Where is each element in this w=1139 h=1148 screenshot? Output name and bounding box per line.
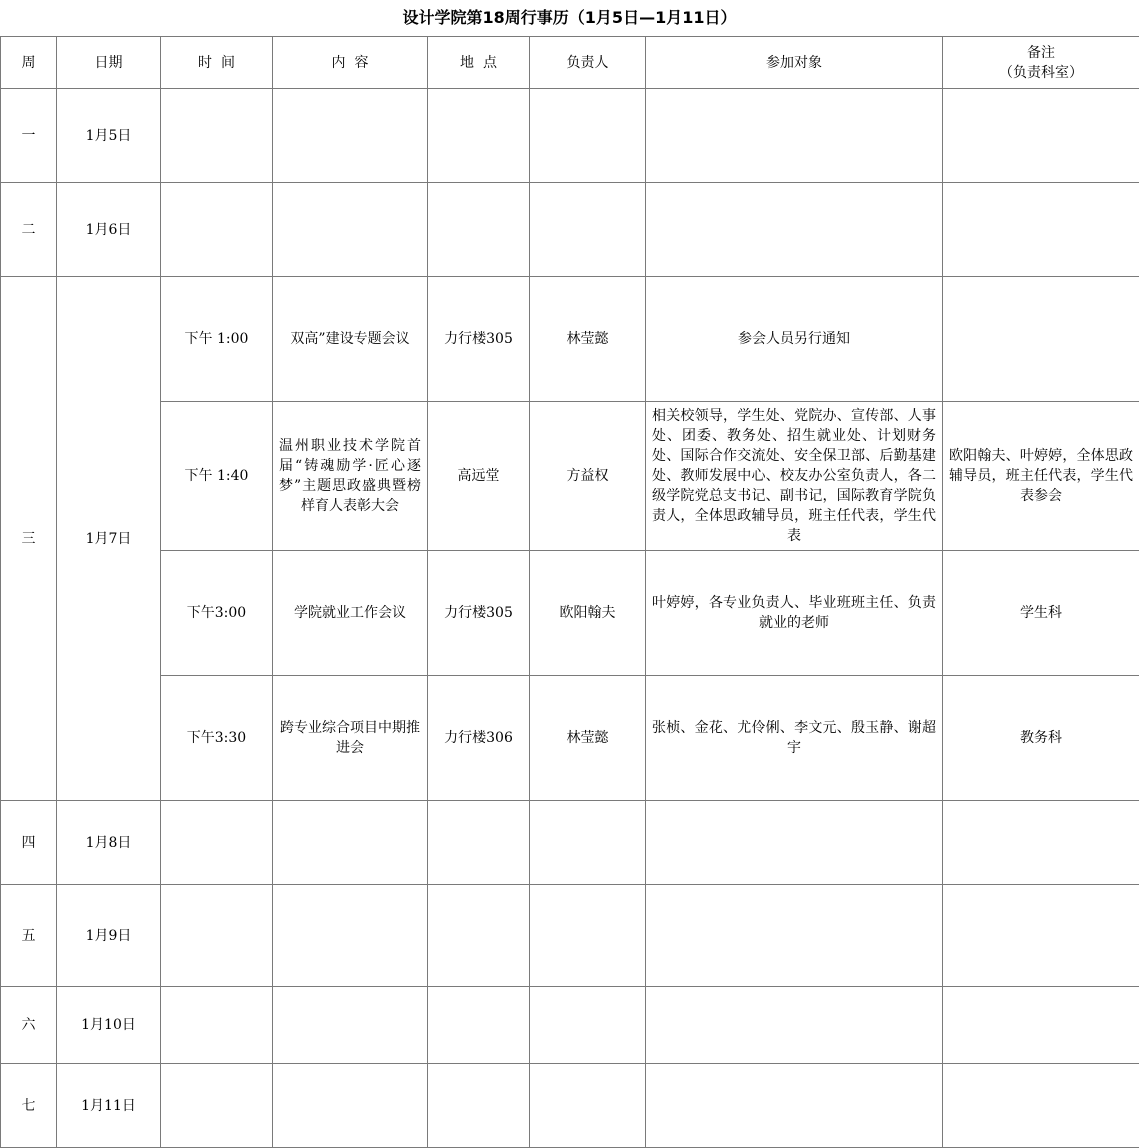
header-content: 内 容 (273, 37, 428, 89)
event-row (1, 277, 1139, 402)
empty-cell (943, 1064, 1139, 1148)
event-location: 高远堂 (428, 402, 530, 551)
empty-cell (943, 801, 1139, 885)
event-location: 力行楼305 (428, 277, 530, 402)
event-location: 力行楼306 (428, 676, 530, 801)
empty-cell (273, 987, 428, 1064)
event-person: 林莹懿 (530, 676, 646, 801)
empty-cell (161, 89, 273, 183)
empty-cell (943, 183, 1139, 277)
event-person: 欧阳翰夫 (530, 551, 646, 676)
date-cell: 1月7日 (57, 277, 161, 801)
empty-cell (646, 89, 943, 183)
event-notes (943, 277, 1139, 402)
empty-cell (428, 801, 530, 885)
header-location: 地 点 (428, 37, 530, 89)
day-row-sat (1, 987, 1139, 1064)
event-participants: 相关校领导，学生处、党院办、宣传部、人事处、团委、教务处、招生就业处、计划财务处、国际合作交流处、安全保卫部、后勤基建处、教师发展中心、校友办公室负责人，各二级学院党总支书记、副书记，国际教育学院负责人，全体思政辅导员，班主任代表，学生代表 (646, 402, 943, 551)
empty-cell (943, 987, 1139, 1064)
event-row (1, 676, 1139, 801)
header-time: 时 间 (161, 37, 273, 89)
event-content: 温州职业技术学院首届“铸魂励学·匠心逐梦”主题思政盛典暨榜样育人表彰大会 (273, 402, 428, 551)
empty-cell (646, 987, 943, 1064)
empty-cell (273, 1064, 428, 1148)
event-time: 下午 1:00 (161, 277, 273, 402)
day-row-mon (1, 89, 1139, 183)
day-row-fri (1, 885, 1139, 987)
weekday-cell: 一 (1, 89, 57, 183)
weekday-cell: 二 (1, 183, 57, 277)
weekly-calendar-table (0, 36, 1139, 1148)
event-participants: 张桢、金花、尤伶俐、李文元、殷玉静、谢超宇 (646, 676, 943, 801)
empty-cell (273, 885, 428, 987)
empty-cell (530, 885, 646, 987)
empty-cell (273, 89, 428, 183)
empty-cell (530, 89, 646, 183)
empty-cell (161, 1064, 273, 1148)
date-cell: 1月5日 (57, 89, 161, 183)
empty-cell (428, 183, 530, 277)
event-location: 力行楼305 (428, 551, 530, 676)
event-person: 林莹懿 (530, 277, 646, 402)
header-notes-line2: （负责科室） (949, 63, 1133, 83)
event-content: 学院就业工作会议 (273, 551, 428, 676)
empty-cell (646, 1064, 943, 1148)
event-time: 下午3:30 (161, 676, 273, 801)
date-cell: 1月6日 (57, 183, 161, 277)
event-notes: 学生科 (943, 551, 1139, 676)
empty-cell (530, 183, 646, 277)
weekday-cell: 七 (1, 1064, 57, 1148)
empty-cell (161, 987, 273, 1064)
day-row-tue (1, 183, 1139, 277)
date-cell: 1月11日 (57, 1064, 161, 1148)
empty-cell (646, 801, 943, 885)
event-row (1, 551, 1139, 676)
weekday-cell: 五 (1, 885, 57, 987)
weekday-cell: 六 (1, 987, 57, 1064)
empty-cell (428, 1064, 530, 1148)
empty-cell (428, 89, 530, 183)
header-weekday: 周 (1, 37, 57, 89)
empty-cell (161, 183, 273, 277)
weekday-cell: 四 (1, 801, 57, 885)
empty-cell (273, 801, 428, 885)
event-participants: 参会人员另行通知 (646, 277, 943, 402)
event-content: 双高”建设专题会议 (273, 277, 428, 402)
empty-cell (646, 183, 943, 277)
header-notes (943, 37, 1139, 89)
header-person: 负责人 (530, 37, 646, 89)
day-row-thu (1, 801, 1139, 885)
empty-cell (428, 987, 530, 1064)
date-cell: 1月10日 (57, 987, 161, 1064)
empty-cell (943, 89, 1139, 183)
event-time: 下午 1:40 (161, 402, 273, 551)
empty-cell (530, 1064, 646, 1148)
empty-cell (530, 987, 646, 1064)
empty-cell (646, 885, 943, 987)
date-cell: 1月9日 (57, 885, 161, 987)
header-row (1, 37, 1139, 89)
event-participants: 叶婷婷，各专业负责人、毕业班班主任、负责就业的老师 (646, 551, 943, 676)
event-notes: 教务科 (943, 676, 1139, 801)
header-participants: 参加对象 (646, 37, 943, 89)
empty-cell (530, 801, 646, 885)
event-time: 下午3:00 (161, 551, 273, 676)
page-title: 设计学院第18周行事历（1月5日—1月11日） (0, 0, 1139, 36)
header-date: 日期 (57, 37, 161, 89)
empty-cell (428, 885, 530, 987)
event-person: 方益权 (530, 402, 646, 551)
weekday-cell: 三 (1, 277, 57, 801)
event-row (1, 402, 1139, 551)
event-content: 跨专业综合项目中期推进会 (273, 676, 428, 801)
empty-cell (161, 801, 273, 885)
empty-cell (161, 885, 273, 987)
empty-cell (273, 183, 428, 277)
header-notes-line1: 备注 (949, 43, 1133, 63)
event-notes: 欧阳翰夫、叶婷婷，全体思政辅导员，班主任代表，学生代表参会 (943, 402, 1139, 551)
date-cell: 1月8日 (57, 801, 161, 885)
empty-cell (943, 885, 1139, 987)
day-row-sun (1, 1064, 1139, 1148)
